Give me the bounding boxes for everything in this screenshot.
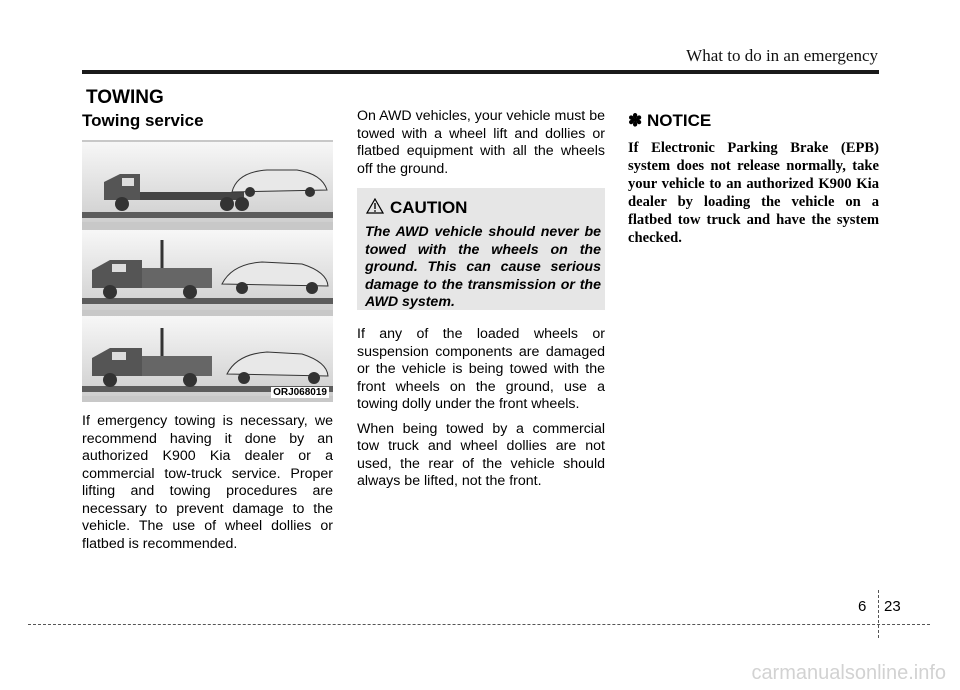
chapter-number: 6 xyxy=(858,598,867,615)
dolly-truck-illustration xyxy=(82,316,333,396)
notice-title: ✽ NOTICE xyxy=(628,111,712,130)
page-number: 23 xyxy=(884,598,901,615)
watermark: carmanualsonline.info xyxy=(751,662,946,684)
header-title: What to do in an emergency xyxy=(686,46,878,65)
footer-rule xyxy=(28,624,930,625)
towing-service-paragraph: If emergency towing is necessary, we recommend having it done by an authorized K900 Kia dealer or a commercial tow-truck service. Proper lifting and towing procedures are necessary to prevent damage to the vehicle. The use of wheel dollies or flatbed is recommended. xyxy=(82,413,333,552)
middle-body xyxy=(357,326,605,498)
figure-code: ORJ068019 xyxy=(273,387,327,398)
section-title: TOWING xyxy=(86,87,164,108)
header-rule xyxy=(82,70,879,74)
caution-text: The AWD vehicle should never be towed with the wheels on the ground. This can cause serious damage to the transmission or the AWD system. xyxy=(365,224,601,310)
flatbed-truck-illustration xyxy=(82,140,333,220)
wheel-lift-truck-illustration xyxy=(82,228,333,308)
commercial-tow-paragraph: When being towed by a commercial tow truck and wheel dollies are not used, the rear of the vehicle should always be lifted, not the front. xyxy=(357,420,605,489)
footer-divider xyxy=(878,590,879,638)
caution-title: CAUTION xyxy=(390,198,468,217)
towing-service-heading: Towing service xyxy=(82,111,204,130)
towing-service-body xyxy=(82,413,333,560)
damaged-wheels-paragraph: If any of the loaded wheels or suspension components are damaged or the vehicle is being towed with the front wheels on the ground, use a towing dolly under the front wheels. xyxy=(357,326,605,412)
warning-triangle-icon xyxy=(366,198,384,214)
notice-text: If Electronic Parking Brake (EPB) system does not release normally, take your vehicle to an authorized K900 Kia dealer by loading the vehicle on a flatbed tow truck and have the system checked. xyxy=(628,140,879,246)
caution-box xyxy=(357,188,605,310)
towing-figure xyxy=(82,140,333,402)
awd-intro: On AWD vehicles, your vehicle must be towed with a wheel lift and dollies or flatbed equipment with all the wheels off the ground. xyxy=(357,108,605,177)
